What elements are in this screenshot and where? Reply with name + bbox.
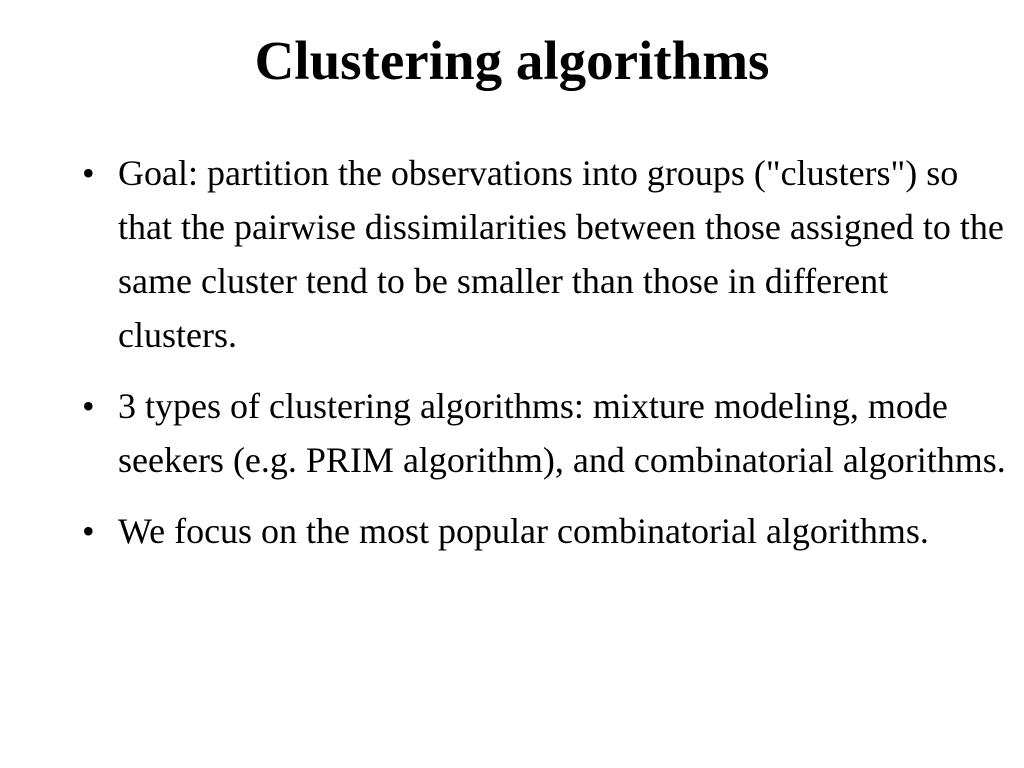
bullet-item — [82, 146, 1007, 362]
bullet-text: We focus on the most popular combinatorial algorithms. — [118, 511, 929, 551]
bullet-item — [82, 379, 1007, 487]
bullet-text: 3 types of clustering algorithms: mixture modeling, mode seekers (e.g. PRIM algorithm), and combinatorial algorithms. — [118, 386, 1006, 480]
slide-title: Clustering algorithms — [254, 30, 770, 91]
bullet-list — [82, 146, 1007, 575]
bullet-text: Goal: partition the observations into groups ("clusters") so that the pairwise dissimilarities between those assigned to the same cluster tend to be smaller than those in different clusters. — [118, 153, 1004, 355]
bullet-dot-icon: • — [82, 511, 95, 551]
bullet-dot-icon: • — [82, 153, 95, 193]
bullet-item — [82, 504, 1007, 558]
bullet-dot-icon: • — [82, 386, 95, 426]
